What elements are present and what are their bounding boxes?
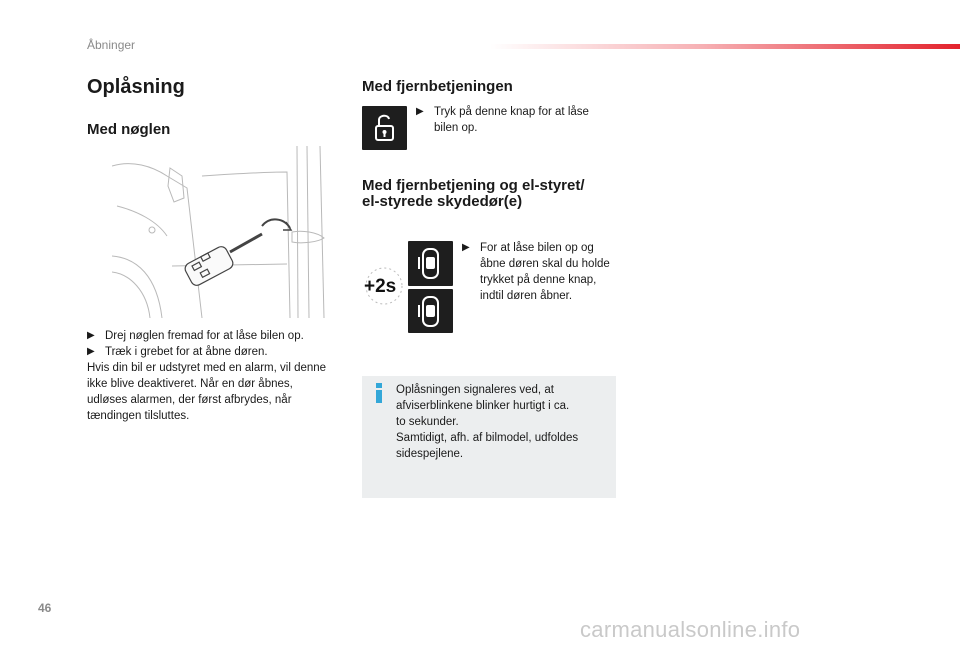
key-instructions [87,328,347,424]
bullet-text-line: bilen op. [434,122,478,134]
bullet-text: Drej nøglen fremad for at låse bilen op. [105,330,304,342]
heading-remote: Med fjernbetjeningen [362,78,513,95]
bullet-text [480,240,610,304]
alarm-paragraph-line: ikke blive deaktiveret. Når en dør åbnes, [87,378,293,390]
car-door-key-illustration [112,146,334,318]
bullet-text [434,104,589,136]
sliding-door-right-icon [408,289,453,333]
list-item [416,104,616,136]
alarm-paragraph-line: udløses alarmen, der først afbrydes, når [87,394,292,406]
list-item [87,328,347,344]
alarm-paragraph-line: tændingen tilsluttes. [87,410,190,422]
info-line: sidespejlene. [396,448,464,460]
bullet-text-line: For at låse bilen op og [480,242,594,254]
bullet-text-line: indtil døren åbner. [480,290,573,302]
bullet-text: Træk i grebet for at åbne døren. [105,346,268,358]
bullet-text-line: Tryk på denne knap for at låse [434,106,589,118]
sliding-door-instruction [462,240,622,304]
heading-line: el-styrede skydedør(e) [362,193,523,210]
section-label: Åbninger [87,38,136,52]
heading-line: Med fjernbetjening og el-styret/ [362,177,585,194]
bullet-icon: ▶ [416,106,424,117]
hold-duration-label: +2s [364,276,397,297]
remote-instruction [416,104,616,136]
header-accent-bar [490,44,960,49]
info-line: Samtidigt, afh. af bilmodel, udfoldes [396,432,579,444]
bullet-icon: ▶ [87,346,95,357]
info-line: to sekunder. [396,416,459,428]
bullet-text-line: trykket på denne knap, [480,274,597,286]
watermark: carmanualsonline.info [580,617,801,642]
list-item [87,344,347,360]
unlock-button-icon [362,106,407,150]
page-number: 46 [38,601,52,615]
page-title: Oplåsning [87,76,185,98]
list-item [462,240,622,304]
info-icon [372,382,386,404]
bullet-text-line: åbne døren skal du holde [480,258,610,270]
bullet-icon: ▶ [87,330,95,341]
heading-with-key: Med nøglen [87,121,171,138]
alarm-paragraph-line: Hvis din bil er udstyret med en alarm, vil denne [87,362,327,374]
info-text [396,382,611,462]
info-line: Oplåsningen signaleres ved, at [396,384,554,396]
info-line: afviserblinkene blinker hurtigt i ca. [396,400,570,412]
bullet-icon: ▶ [462,242,470,253]
heading-remote-sliding-door [362,178,585,210]
sliding-door-left-icon [408,241,453,286]
